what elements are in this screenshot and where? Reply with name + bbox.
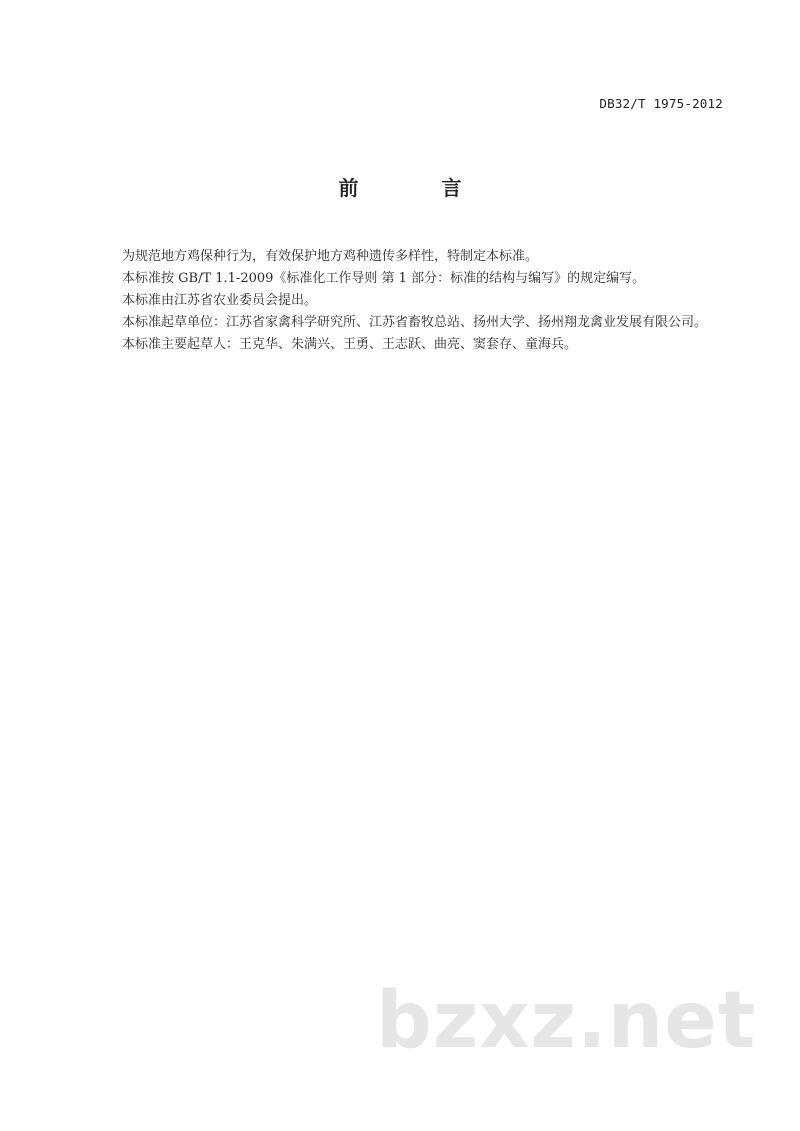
standard-code: DB32/T 1975-2012 bbox=[599, 96, 723, 111]
paragraph-purpose: 为规范地方鸡保种行为，有效保护地方鸡种遗传多样性，特制定本标准。 bbox=[122, 249, 539, 264]
foreword-body bbox=[96, 246, 736, 356]
page-title: 前 言 bbox=[338, 176, 500, 200]
paragraph-drafting-rules: 本标准按 GB/T 1.1-2009《标准化工作导则 第 1 部分：标准的结构与编写》的规定编写。 bbox=[122, 271, 646, 286]
paragraph-drafters: 本标准主要起草人：王克华、朱满兴、王勇、王志跃、曲亮、窦套存、童海兵。 bbox=[122, 337, 578, 352]
watermark-logo: bzxz.net bbox=[376, 976, 757, 1066]
paragraph-drafting-units: 本标准起草单位：江苏省家禽科学研究所、江苏省畜牧总站、扬州大学、扬州翔龙禽业发展有限公司。 bbox=[122, 315, 708, 330]
paragraph-proposer: 本标准由江苏省农业委员会提出。 bbox=[122, 293, 318, 308]
